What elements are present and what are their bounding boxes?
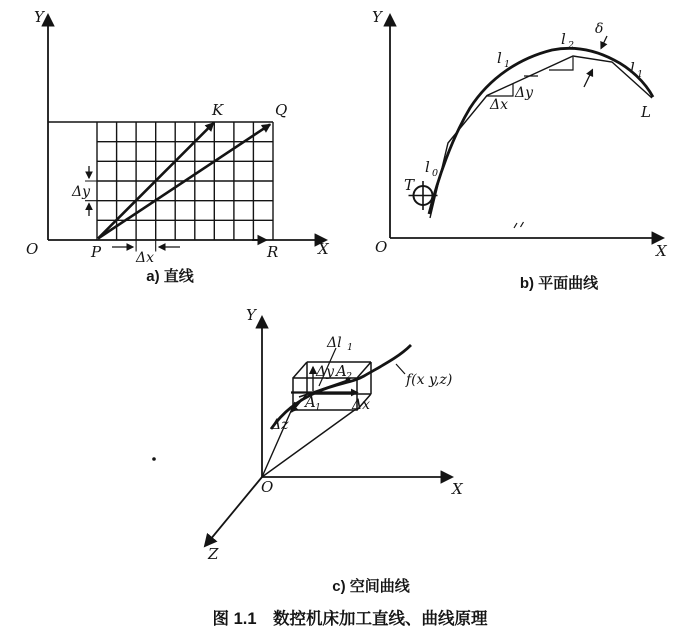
c-label-dl: Δl [327, 335, 342, 351]
b-label-t: T [404, 176, 415, 194]
b-label-l1: l [497, 49, 502, 67]
c-position-vectors [262, 402, 356, 477]
c-label-func: f(x y,z) [406, 372, 453, 388]
diagram-c [152, 306, 464, 595]
c-label-y-axis: Y [246, 306, 256, 324]
b-label-dx: Δx [490, 97, 509, 113]
a-label-q: Q [275, 101, 288, 119]
b-label-end: L [641, 103, 651, 121]
b-label-l1-sub: 1 [504, 59, 511, 70]
figure-caption: 图 1.1 数控机床加工直线、曲线原理 [212, 610, 488, 628]
a-label-k: K [212, 101, 224, 119]
b-label-origin: O [375, 238, 388, 256]
b-label-dy: Δy [515, 85, 534, 101]
c-z-axis [205, 477, 262, 546]
c-caption: c) 空间曲线 [332, 578, 410, 595]
a-label-dx: Δx [136, 250, 155, 266]
a-label-y-axis: Y [34, 8, 44, 26]
c-label-x-axis: X [452, 480, 463, 498]
c-label-origin: O [261, 478, 274, 496]
a-caption: a) 直线 [146, 268, 194, 285]
b-label-l0: l [425, 158, 430, 176]
c-label-a2-sub: 2 [346, 371, 353, 382]
a-label-r: R [267, 243, 279, 261]
b-chord-polyline [430, 56, 652, 218]
c-func-leader-line [396, 364, 405, 374]
c-label-a1-sub: 1 [315, 402, 322, 413]
b-curve [429, 48, 653, 214]
c-label-a1: A [305, 393, 316, 411]
b-delta-arrow-upper [601, 36, 607, 49]
diagram-a [26, 8, 330, 285]
c-label-dx: Δx [352, 397, 371, 413]
b-label-delta: δ [595, 21, 604, 37]
a-label-p: P [91, 243, 102, 261]
a-label-x-axis: X [318, 240, 329, 258]
b-caption: b) 平面曲线 [519, 275, 599, 292]
c-label-z-axis: Z [208, 545, 219, 563]
b-delta-arrow-lower [584, 70, 593, 88]
c-label-dz: Δz [271, 417, 289, 433]
b-label-l2-sub: 2 [568, 40, 575, 51]
diagram-b [372, 8, 668, 292]
b-label-l1-right: l [630, 59, 635, 77]
b-label-l0-sub: 0 [432, 168, 439, 179]
b-label-y-axis: Y [372, 8, 382, 26]
a-label-origin: O [26, 240, 39, 258]
a-label-dy: Δy [72, 184, 91, 200]
b-stray-marks [514, 222, 524, 228]
c-label-dl-sub: 1 [347, 342, 354, 353]
c-label-a2: A [336, 362, 347, 380]
c-space-curve [271, 345, 411, 429]
b-label-l1-right-sub: 1 [637, 69, 644, 80]
c-label-dy: Δy [316, 364, 335, 380]
c-stray-dot [152, 457, 156, 461]
b-label-l2: l [561, 30, 566, 48]
b-label-x-axis: X [656, 242, 667, 260]
